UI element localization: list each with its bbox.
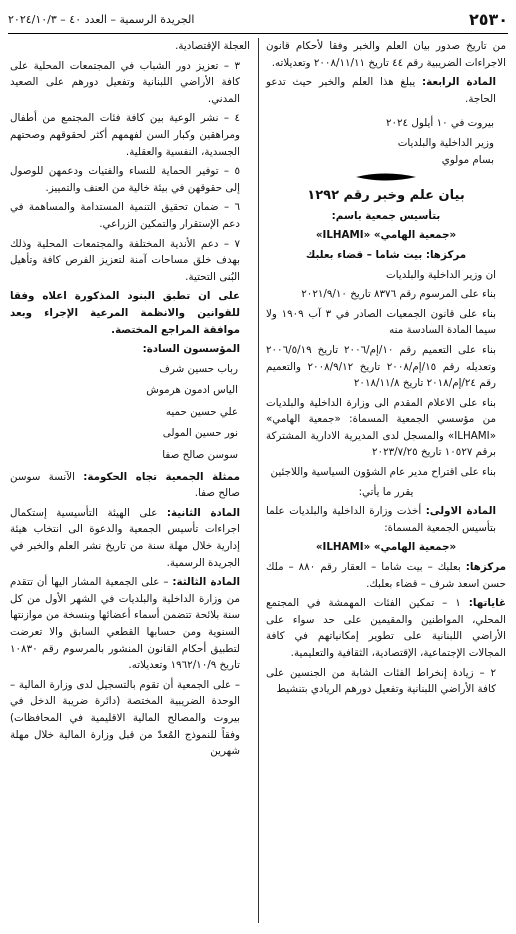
paragraph: بناء على الاعلام المقدم الى وزارة الداخلية والبلديات من مؤسسي الجمعية المسماة: «جمعية الهامي» «ILHAMI» والمسجل لدى المديرية الادارية المشتركة برقم ١٠٥٢٧ تاريخ ٢٠٢٣/٧/٢٥	[266, 396, 496, 459]
paragraph: ان وزير الداخلية والبلديات	[386, 268, 496, 281]
compliance-note: على ان تطبق البنود المذكورة اعلاه وفقا للقوانين والانظمة المرعية الإجراء وبعد موافقة المراجع المختصة.	[10, 290, 240, 336]
page-header	[8, 8, 508, 34]
decision-intro: يقرر ما يأتي:	[358, 485, 414, 498]
goal-item: ٦ – ضمان تحقيق التنمية المستدامة والمساهمة في دعم الإستقرار والتمكين الزراعي.	[10, 201, 240, 230]
founders-heading: المؤسسون السادة:	[142, 343, 240, 356]
paragraph: بناء على المرسوم رقم ٨٣٧٦ تاريخ ٢٠٢١/٩/١٠	[301, 288, 496, 301]
association-name: «جمعية الهامي» «ILHAMI»	[315, 229, 457, 242]
article-three: المادة الثالثة: – على الجمعية المشار اليها أن تتقدم من وزارة الداخلية والبلديات في الشهر الأول من كل سنة بلائحة تتضمن أسماء أعضائها وبنسخة من موازنتها السنوية ومن حسابها القطعي السابق والا تعرضت لتطبيق أحكام القانون المنشور بالمرسوم رقم ١٠٨٣٠ تاريخ ١٩٦٢/١٠/٩ وتعديلاته.	[10, 576, 240, 672]
association-seat: مركزها: بيت شاما – قضاء بعلبك	[305, 248, 467, 261]
ornament-divider-icon	[356, 172, 416, 182]
signature-title: وزير الداخلية والبلديات	[397, 136, 494, 149]
notice-title: بيان علم وخبر رقم ١٢٩٢	[307, 188, 465, 204]
signature-place: بيروت في ١٠ أيلول ٢٠٢٤	[385, 117, 494, 130]
paragraph: بناء على التعميم رقم ١٠/إم/٢٠٠٦ تاريخ ٢٠٠٦/٥/١٩ وتعديله رقم ١٥/إم/٢٠٠٨ تاريخ ٢٠٠٨/٩/١٢ والتعميم رقم ٢٤/إم/٢٠١٨ تاريخ ٢٠١٨/١١/٨	[266, 343, 496, 390]
article-four: المادة الرابعة: يبلغ هذا العلم والخبر حيث تدعو الحاجة.	[266, 76, 496, 105]
paragraph: بناء على اقتراح مدير عام الشؤون السياسية واللاجئين	[270, 466, 496, 479]
association-name-repeat: «جمعية الهامي» «ILHAMI»	[315, 541, 457, 554]
running-head: الجريدة الرسمية – العدد ٤٠ – ٢٠٢٤/١٠/٣	[8, 12, 195, 26]
founder-name: الياس ادمون هرموش	[146, 384, 238, 397]
page-number: ٢٥٣٠	[468, 9, 508, 29]
founder-name: علي حسين حميه	[165, 405, 238, 418]
goal-item: ٥ – توفير الحماية للنساء والفتيات ودعمهن للوصول إلى حقوقهن في بيئة خالية من العنف والتمييز.	[10, 165, 240, 194]
paragraph: – على الجمعية أن تقوم بالتسجيل لدى وزارة المالية – الوحدة الضريبية المختصة (دائرة ضريبة الدخل في بيروت والمصالح المالية الاقليمية في المحافظات) وفقاً للنموذج المُعدّ من قبل وزارة المالية خلال مهلة شهرين	[10, 678, 240, 758]
paragraph: ٢ – زيادة إنخراط الفئات الشابة من الجنسين على كافة الأراضي اللبنانية وتفعيل دورهم الريادي بتنشيط	[266, 666, 496, 696]
goals-paragraph: غاياتها: ١ – تمكين الفئات المهمشة في المجتمع المحلي، المواطنين والمقيمين على حد سواء على الأراضي اللبنانية على تطوير إمكانياتهم في كافة المجالات الإجتماعية، الإقتصادية، الثقافية والتعليمية.	[266, 597, 506, 659]
founder-name: نور حسين المولى	[162, 427, 238, 440]
founder-name: رباب حسين شرف	[159, 362, 238, 375]
representative: ممثلة الجمعية تجاه الحكومة: الآنسة سوسن صالح صفا.	[10, 470, 240, 500]
column-divider	[258, 38, 259, 923]
right-column	[266, 38, 506, 701]
paragraph: بناء على قانون الجمعيات الصادر في ٣ آب ١٩٠٩ ولا سيما المادة السادسة منه	[266, 307, 496, 337]
goal-item: ٧ – دعم الأندية المختلفة والمجتمعات المحلية وذلك بهدف خلق مساحات آمنة لتعزيز الفرص كافة وتأهيل البُنى التحتية.	[10, 237, 240, 283]
goal-item: ٤ – نشر الوعية بين كافة فئات المجتمع من أطفال ومراهقين وكبار السن لفهمهم أكثر لحقوقهم وصحتهم الجسدية، النفسية والعقلية.	[10, 112, 240, 158]
notice-subtitle: بتأسيس جمعية باسم:	[331, 209, 441, 222]
founder-name: سوسن صالح صفا	[162, 449, 238, 462]
seat-paragraph: مركزها: بعلبك – بيت شاما – العقار رقم ٨٨٠ – ملك حسن اسعد شرف – قضاء بعلبك.	[266, 561, 507, 590]
article-one: المادة الاولى: أخذت وزارة الداخلية والبلديات علما بتأسيس الجمعية المسماة:	[266, 505, 496, 534]
article-two: المادة الثانية: على الهيئة التأسيسية إستكمال اجراءات تأسيس الجمعية والدعوة الى انتخاب هيئة إدارية خلال مهلة سنة من تاريخ نشر العلم والخبر في الجريدة الرسمية.	[10, 506, 240, 569]
goal-item: ٣ – تعزيز دور الشباب في المجتمعات المحلية على كافة الأراضي اللبنانية وتفعيل دورهم على الصعيد المدني.	[10, 59, 240, 105]
paragraph: العجلة الإقتصادية.	[175, 40, 250, 52]
paragraph: من تاريخ صدور بيان العلم والخبر وفقا لأحكام قانون الاجراءات الضريبية رقم ٤٤ تاريخ ٢٠٠٨/١١/١١ وتعديلاته.	[266, 40, 506, 69]
signature-name: بسام مولوي	[441, 153, 494, 166]
left-column	[10, 38, 250, 763]
